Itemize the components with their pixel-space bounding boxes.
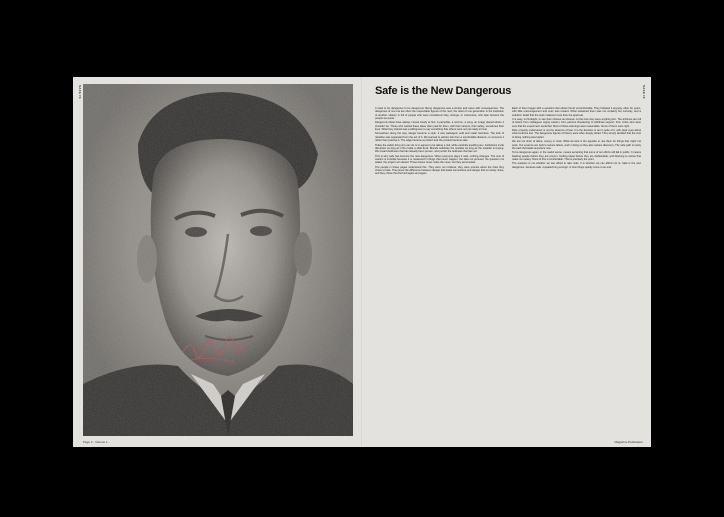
paragraph: Today the safest thing one can do is to appear to be taking a risk, while carefully avoiding any. Institutions invite disruption as long as it fits inside a slide deck. Brands celebrate the outsider as long as the outsider is buying. We reward boldness that has already been proven, and punish the boldness that has not. <box>375 143 504 154</box>
article-title: Safe is the New Dangerous <box>375 85 512 97</box>
left-page <box>73 77 362 447</box>
paragraph: To be dangerous again, in the useful sense, means accepting that some of our efforts will fail in public. It means backing people before they are proven, funding ideas before they are fashionable, and listening to voices that make us uneasy. None of this is comfortable. That is precisely the point. <box>512 151 641 161</box>
paragraph: Somewhere along the way, danger became a style. It was packaged, sold and made harmless. The look of rebellion was separated from the act of it. We learned to admire risk from a comfortable distance, to consume it rather than practise it. The edge became a product and the product became safe. <box>375 132 504 143</box>
paragraph: The people in these pages understood this. They were not reckless; they were precise about the risks they chose to take. They knew the difference between danger that leads somewhere and danger that is merely noise, and they chose the first kind again and again. <box>375 165 504 176</box>
portrait-illustration <box>83 84 353 436</box>
paragraph: It is easy, in hindsight, to see their choices as obvious. At the time they were anything but. The archives are full of letters from colleagues urging caution, from patrons threatening to withdraw support, from critics who were sure that the experiment would fail. Most of those warnings were reasonable. Some of them were right. <box>512 118 641 128</box>
paragraph: We are not short of talent, money or tools. What we lack is the appetite to use them for things that might not work. Our systems are built to reduce failure, and in doing so they also reduce discovery. The safe path is rarely the path that leads anywhere new. <box>512 140 641 150</box>
page-footer-left: Page 4 · Volume 1 <box>83 440 108 444</box>
article-body <box>375 107 641 435</box>
paragraph: Dangerous ideas have always moved slowly at first. A pamphlet, a sermon, a song, an image placed where it shouldn't be. Those who carried these ideas often paid for them, with their careers, their safety, sometimes their lives. What they shared was a willingness to say something that others were not yet ready to hear. <box>375 121 504 131</box>
paragraph: Risk, properly understood, is not the absence of fear. It is the decision to act in spite of it, with clear eyes about what could be lost. The dangerous figures of history were often deeply afraid. They simply decided that the cost of doing nothing was higher. <box>512 129 641 139</box>
text-column-2 <box>512 107 641 435</box>
left-side-tab: SAFE IS <box>78 85 82 99</box>
paragraph: This is why safe has become the new dangerous. When everyone plays it safe, nothing changes. The cost of caution is invisible because it is measured in things that never happen: the idea not pursued, the question not asked, the project not started. Those losses never make the news, but they accumulate. <box>375 154 504 165</box>
paragraph: The question is not whether we can afford to take risks. It is whether we can afford not to. Safe is the new dangerous, because safe, repeated long enough, is how things quietly come to an end. <box>512 162 641 169</box>
right-side-tab: SAFE IS <box>642 85 646 99</box>
paragraph: Each of them began with a question that others found uncomfortable. They followed it anyway, often for years, with little encouragement and even less reward. What sustained them was not certainty but curiosity, and a stubborn belief that the work mattered more than the approval. <box>512 107 641 117</box>
text-column-1 <box>375 107 504 435</box>
page-footer-right: Magazine Publication <box>614 440 643 444</box>
right-page <box>362 77 651 447</box>
portrait-photo <box>83 84 353 436</box>
magazine-spread <box>73 77 651 447</box>
paragraph: It used to be dangerous to be dangerous. Being dangerous was a choice and came with consequences. The dangerous of one era are often the respectable figures of the next; the rebel of one generation is the institution of another. History is full of people who were considered risky, strange, or subversive, who later became the people we quote. <box>375 107 504 120</box>
